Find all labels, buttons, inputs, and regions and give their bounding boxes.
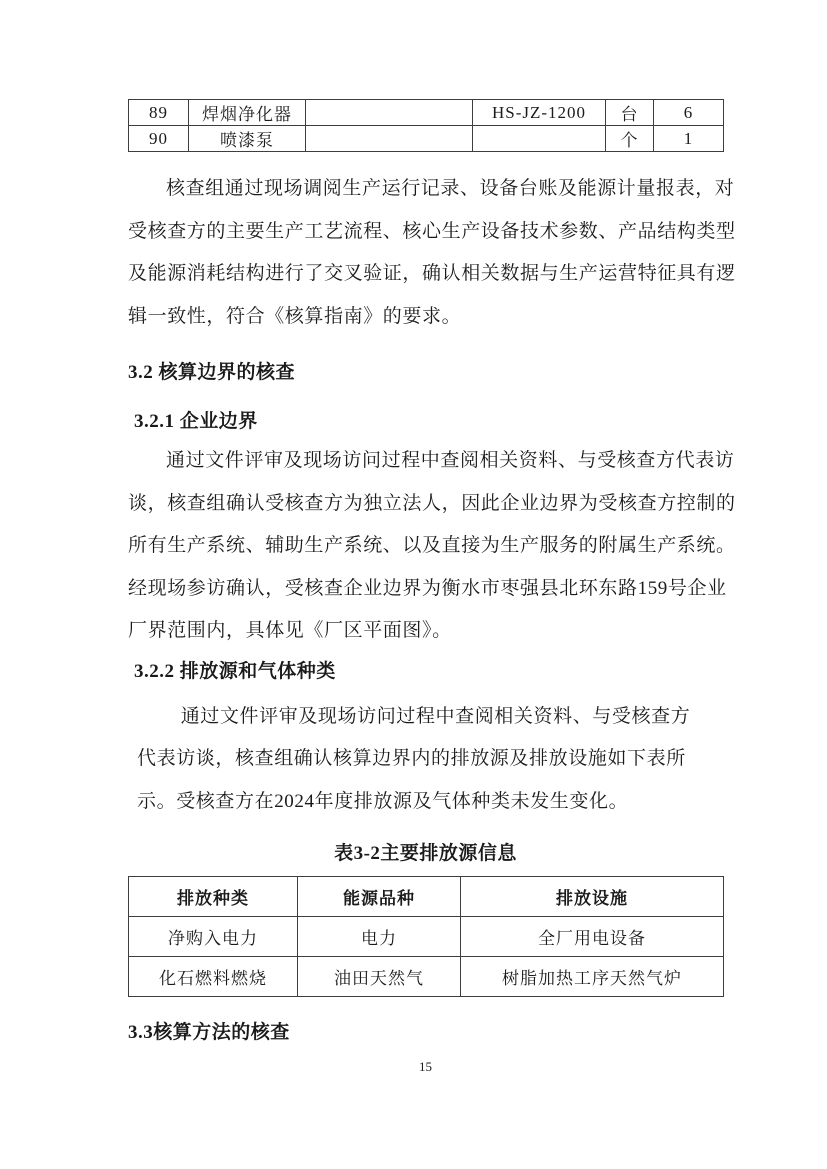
emission-header-energy: 能源品种 <box>298 877 461 917</box>
paragraph-line: 厂界范围内，具体见《厂区平面图》。 <box>128 620 452 641</box>
equipment-no-cell: 89 <box>129 100 189 126</box>
paragraph-cross-check <box>128 168 736 338</box>
paragraph-line: 通过文件评审及现场访问过程中查阅相关资料、与受核查方代表访 <box>166 450 735 471</box>
equipment-row <box>129 126 724 152</box>
section-heading-3-3: 3.3核算方法的核查 <box>128 1022 290 1043</box>
section-heading-3-2-1: 3.2.1 企业边界 <box>134 411 258 432</box>
section-heading-3-2: 3.2 核算边界的核查 <box>128 362 296 383</box>
emission-type-cell: 净购入电力 <box>129 917 298 957</box>
section-heading-3-2-2: 3.2.2 排放源和气体种类 <box>134 660 336 682</box>
paragraph-line: 所有生产系统、辅助生产系统、以及直接为生产服务的附属生产系统。 <box>128 535 736 556</box>
emission-header-facility: 排放设施 <box>461 877 724 917</box>
equipment-qty-cell: 6 <box>654 100 724 126</box>
emission-table-header-row <box>129 877 724 917</box>
paragraph-line: 辑一致性，符合《核算指南》的要求。 <box>128 305 462 327</box>
paragraph-emission-sources <box>137 696 723 824</box>
emission-header-type: 排放种类 <box>129 877 298 917</box>
equipment-name-cell: 焊烟净化器 <box>189 100 306 126</box>
emission-table-row <box>129 957 724 997</box>
equipment-blank-cell <box>306 126 473 152</box>
paragraph-enterprise-boundary <box>128 440 736 653</box>
emission-type-cell: 化石燃料燃烧 <box>129 957 298 997</box>
equipment-qty-cell: 1 <box>654 126 724 152</box>
page-number: 15 <box>419 1059 432 1074</box>
paragraph-line: 及能源消耗结构进行了交叉验证，确认相关数据与生产运营特征具有逻 <box>128 263 736 284</box>
paragraph-line: 通过文件评审及现场访问过程中查阅相关资料、与受核查方 <box>180 705 691 727</box>
equipment-continuation-table <box>128 99 724 152</box>
paragraph-line: 谈，核查组确认受核查方为独立法人，因此企业边界为受核查方控制的 <box>128 492 736 514</box>
equipment-unit-cell: 个 <box>606 126 654 152</box>
equipment-no-cell: 90 <box>129 126 189 152</box>
paragraph-line: 经现场参访确认，受核查企业边界为衡水市枣强县北环东路159号企业 <box>128 577 727 599</box>
emission-facility-cell: 全厂用电设备 <box>461 917 724 957</box>
emission-table-title: 表3-2主要排放源信息 <box>334 843 517 864</box>
paragraph-line: 代表访谈，核查组确认核算边界内的排放源及排放设施如下表所 <box>137 748 686 769</box>
emission-energy-cell: 电力 <box>298 917 461 957</box>
paragraph-line: 核查组通过现场调阅生产运行记录、设备台账及能源计量报表，对 <box>166 178 735 199</box>
paragraph-line: 受核查方的主要生产工艺流程、核心生产设备技术参数、产品结构类型 <box>128 220 736 242</box>
equipment-blank-cell <box>306 100 473 126</box>
emission-table-row <box>129 917 724 957</box>
equipment-model-cell <box>473 126 606 152</box>
emission-energy-cell: 油田天然气 <box>298 957 461 997</box>
emission-facility-cell: 树脂加热工序天然气炉 <box>461 957 724 997</box>
page-content <box>128 99 736 1075</box>
equipment-unit-cell: 台 <box>606 100 654 126</box>
paragraph-line: 示。受核查方在2024年度排放源及气体种类未发生变化。 <box>137 790 629 812</box>
equipment-row <box>129 100 724 126</box>
emission-source-table <box>128 876 724 997</box>
equipment-model-cell: HS-JZ-1200 <box>473 100 606 126</box>
equipment-name-cell: 喷漆泵 <box>189 126 306 152</box>
